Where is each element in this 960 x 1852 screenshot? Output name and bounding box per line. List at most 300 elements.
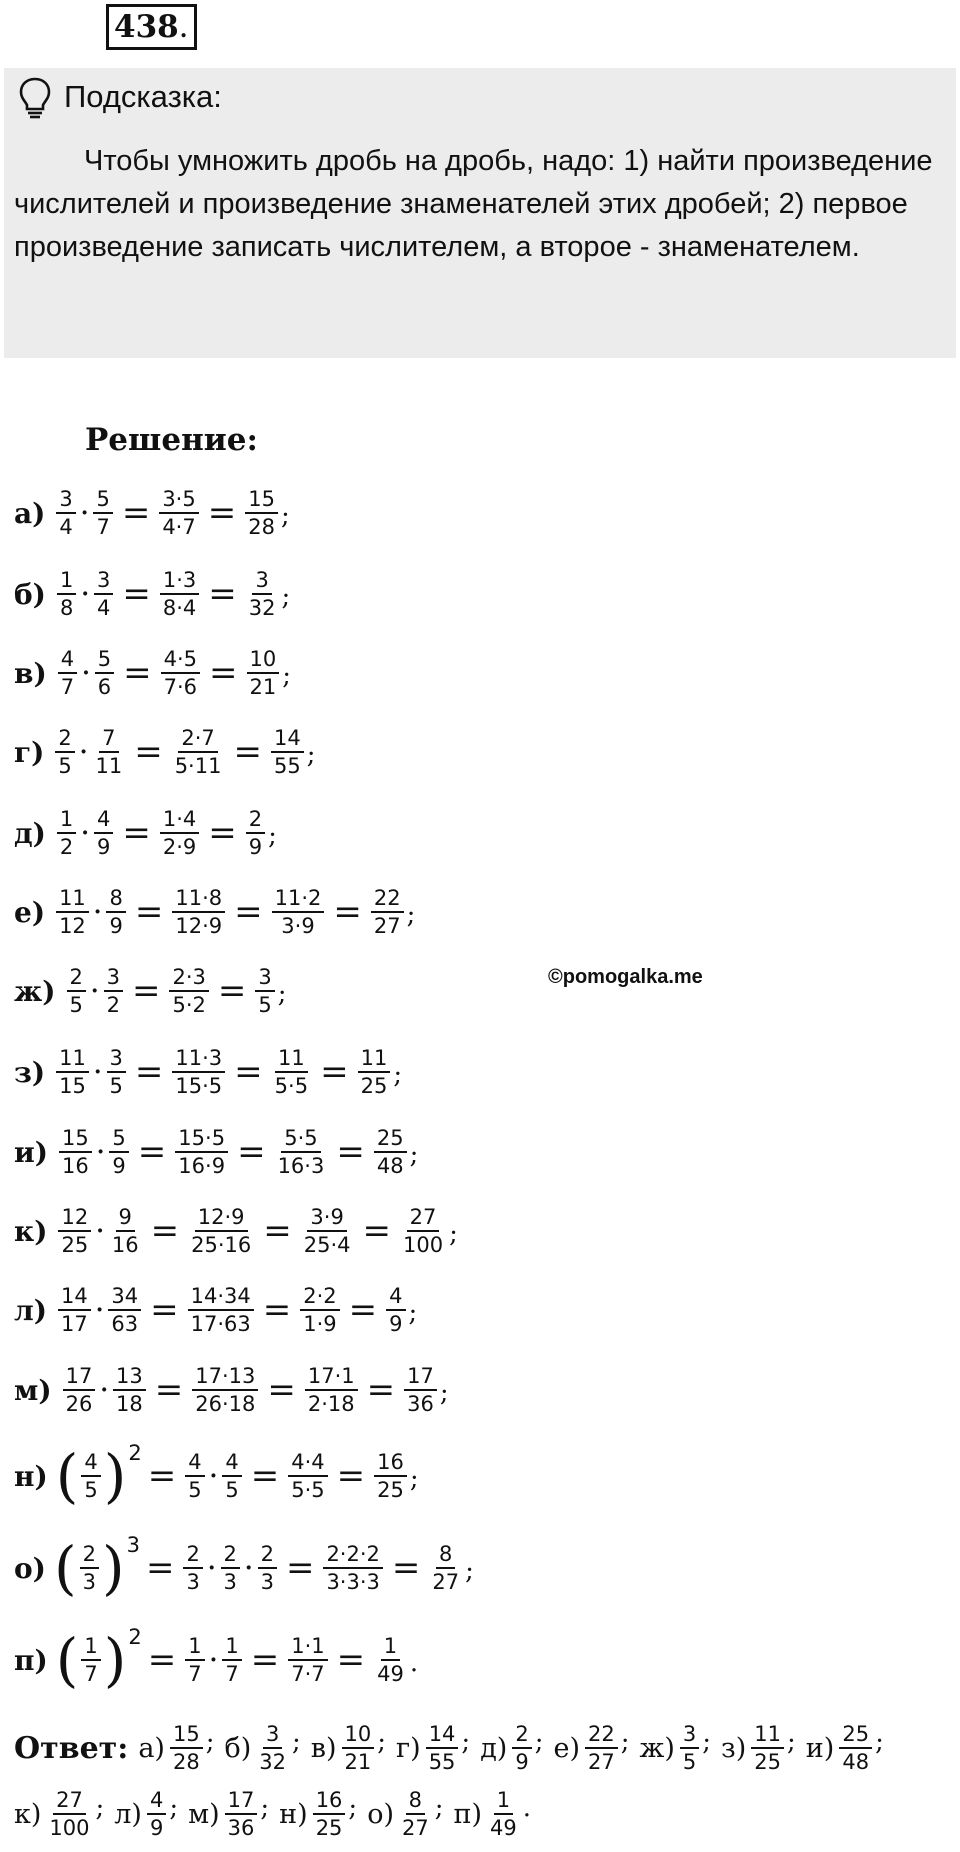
fraction (221, 1541, 240, 1595)
fraction (245, 486, 278, 540)
fraction (404, 1363, 437, 1417)
fraction-numerator: 1·4 (160, 806, 199, 834)
fraction-numerator: 4·5 (161, 646, 200, 674)
fraction-denominator: 2 (106, 993, 120, 1017)
fraction (170, 1721, 203, 1775)
fraction (169, 964, 208, 1018)
fraction-numerator: 5 (93, 486, 112, 514)
problem-number-value: 438 (114, 9, 179, 45)
equals-sign: = (262, 1290, 292, 1330)
row-terminator: ; (409, 1140, 419, 1170)
fraction (680, 1721, 699, 1775)
equals-sign: = (122, 813, 151, 853)
answer-item (480, 1721, 543, 1775)
multiply-dot: · (95, 1297, 104, 1323)
row-terminator: ; (465, 1556, 474, 1586)
fraction-numerator: 4 (147, 1787, 166, 1815)
fraction (301, 1204, 354, 1258)
fraction-numerator: 4·4 (288, 1449, 327, 1477)
fraction-numerator: 15 (170, 1721, 203, 1749)
fraction (106, 885, 125, 939)
answer-item (114, 1787, 178, 1841)
row-terminator: ; (393, 1060, 403, 1090)
multiply-dot: · (93, 1059, 102, 1085)
equals-sign: = (154, 1370, 184, 1410)
fraction (323, 1541, 382, 1595)
equals-sign: = (121, 493, 151, 533)
row-terminator: ; (439, 1378, 449, 1408)
row-label: е) (14, 895, 46, 929)
row-label: п) (14, 1643, 48, 1677)
fraction (487, 1787, 520, 1841)
fraction-numerator: 22 (371, 885, 404, 913)
fraction-denominator: 7 (225, 1662, 239, 1686)
left-paren: ( (55, 1442, 79, 1510)
fraction (159, 486, 198, 540)
fraction-denominator: 3·3·3 (326, 1570, 380, 1594)
fraction-denominator: 26·18 (195, 1392, 256, 1416)
fraction-numerator: 2·2 (300, 1283, 339, 1311)
fraction-numerator: 2 (183, 1541, 202, 1569)
fraction-numerator: 1 (494, 1787, 513, 1815)
fraction (56, 486, 75, 540)
fraction-denominator: 18 (115, 1392, 143, 1416)
fraction (222, 1633, 241, 1687)
multiply-dot: · (81, 820, 89, 846)
row-terminator: . (409, 1648, 419, 1678)
fraction-numerator: 5 (109, 1125, 128, 1153)
fraction-denominator: 16·9 (178, 1154, 226, 1178)
fraction-denominator: 4·7 (162, 515, 196, 539)
fraction-denominator: 3 (260, 1570, 274, 1594)
answer-item-separator: ; (95, 1793, 105, 1823)
fraction-numerator: 1 (81, 1633, 100, 1661)
fraction-numerator: 11·3 (172, 1045, 225, 1073)
fraction-denominator: 9 (389, 1312, 403, 1336)
fraction-numerator: 2·7 (178, 725, 217, 753)
fraction-denominator: 3 (82, 1570, 96, 1594)
fraction (58, 1204, 91, 1258)
solution-row (14, 1191, 458, 1271)
fraction-numerator: 3 (263, 1721, 282, 1749)
fraction-denominator: 5 (69, 993, 83, 1017)
row-terminator: ; (306, 740, 316, 770)
answer-item-label: д) (480, 1732, 508, 1764)
fraction-numerator: 2 (512, 1721, 531, 1749)
fraction (185, 1633, 204, 1687)
fraction-numerator: 1 (381, 1633, 400, 1661)
solution-row (14, 712, 315, 792)
equals-sign: = (208, 574, 237, 614)
fraction (429, 1541, 462, 1595)
fraction (94, 567, 113, 621)
fraction-numerator: 11 (751, 1721, 784, 1749)
multiply-dot: · (207, 1555, 216, 1581)
fraction-numerator: 11 (56, 1045, 89, 1073)
solution-row (14, 1112, 418, 1192)
fraction-denominator: 16·3 (277, 1154, 325, 1178)
fraction-denominator: 32 (248, 596, 276, 620)
fraction-numerator: 3·5 (159, 486, 198, 514)
hint-title: Подсказка: (64, 79, 222, 114)
fraction-numerator: 2 (258, 1541, 277, 1569)
fraction-denominator: 15·5 (175, 1074, 223, 1098)
answer-item-label: г) (396, 1732, 421, 1764)
answer-item (138, 1721, 214, 1775)
row-label: к) (14, 1214, 48, 1248)
fraction (512, 1721, 531, 1775)
right-paren: ) (103, 1442, 127, 1510)
fraction (81, 1449, 100, 1503)
fraction-denominator: 2·18 (307, 1392, 355, 1416)
fraction-numerator: 2 (55, 725, 74, 753)
fraction-denominator: 7 (188, 1662, 202, 1686)
fraction-numerator: 4 (386, 1283, 405, 1311)
fraction-numerator: 11 (56, 885, 89, 913)
fraction-numerator: 25 (839, 1721, 872, 1749)
answer-item-separator: ; (875, 1727, 884, 1757)
answer-item-label: л) (114, 1798, 142, 1830)
fraction-numerator: 25 (374, 1125, 407, 1153)
answer-item-separator: ; (434, 1793, 444, 1823)
fraction-denominator: 5 (84, 1478, 98, 1502)
fraction-denominator: 2 (59, 835, 74, 859)
answer-item-label: п) (453, 1798, 483, 1830)
fraction (246, 567, 279, 621)
row-label: а) (14, 496, 46, 530)
row-label: л) (14, 1293, 47, 1327)
fraction-denominator: 12 (59, 914, 86, 938)
multiply-dot: · (209, 1647, 218, 1673)
equals-sign: = (362, 1211, 391, 1251)
fraction (300, 1283, 339, 1337)
right-paren: ) (101, 1534, 125, 1602)
hint-box (4, 68, 956, 358)
fraction-denominator: 5·2 (172, 993, 206, 1017)
fraction-numerator: 11·8 (172, 885, 225, 913)
fraction-denominator: 27 (373, 914, 401, 938)
equals-sign: = (145, 1548, 175, 1588)
fraction-numerator: 17 (225, 1787, 258, 1815)
equals-sign: = (234, 892, 263, 932)
multiply-dot: · (82, 660, 90, 686)
fraction-numerator: 12 (58, 1204, 91, 1232)
multiply-dot: · (100, 1377, 108, 1403)
row-terminator: ; (406, 900, 416, 930)
fraction (46, 1787, 92, 1841)
fraction-numerator: 4 (94, 806, 113, 834)
problem-number (106, 4, 197, 50)
exponent: 3 (126, 1533, 140, 1557)
fraction (399, 1787, 432, 1841)
equals-sign: = (150, 1290, 179, 1330)
equals-sign: = (207, 493, 237, 533)
fraction (108, 1283, 141, 1337)
fraction (56, 885, 89, 939)
fraction-denominator: 9 (112, 1154, 126, 1178)
equals-sign: = (336, 1132, 365, 1172)
fraction (374, 1633, 407, 1687)
solution-row (14, 1350, 449, 1430)
row-terminator: ; (449, 1219, 458, 1249)
multiply-dot: · (80, 500, 89, 526)
answer-line (14, 1710, 894, 1786)
fraction (271, 725, 304, 779)
fraction-numerator: 8 (406, 1787, 425, 1815)
fraction (246, 806, 265, 860)
multiply-dot: · (81, 581, 89, 607)
fraction (272, 885, 325, 939)
row-terminator: ; (280, 501, 290, 531)
solution-row (14, 793, 277, 873)
fraction-numerator: 4 (185, 1449, 204, 1477)
solution-row (14, 633, 291, 713)
fraction-denominator: 7·7 (291, 1662, 325, 1686)
fraction (59, 1125, 92, 1179)
fraction (192, 1363, 258, 1417)
answer-item-separator: . (522, 1793, 532, 1823)
fraction-denominator: 26 (65, 1392, 93, 1416)
equals-sign: = (122, 574, 151, 614)
row-label: м) (14, 1373, 52, 1407)
equals-sign: = (263, 1211, 292, 1251)
fraction-numerator: 9 (116, 1204, 135, 1232)
solution-row (14, 1620, 418, 1700)
row-terminator: ; (409, 1464, 419, 1494)
fraction-numerator: 22 (585, 1721, 618, 1749)
fraction-denominator: 28 (248, 515, 275, 539)
fraction (185, 1449, 204, 1503)
answer-item (224, 1721, 300, 1775)
answer-item-label: б) (224, 1732, 252, 1764)
fraction-denominator: 25·16 (191, 1233, 252, 1257)
fraction-numerator: 17 (404, 1363, 437, 1391)
fraction-denominator: 5 (109, 1074, 123, 1098)
answer-item-label: а) (138, 1732, 165, 1764)
equals-sign: = (137, 1132, 167, 1172)
left-paren: ( (53, 1534, 77, 1602)
fraction-denominator: 5·5 (291, 1478, 325, 1502)
fraction-denominator: 9 (96, 835, 111, 859)
fraction (95, 646, 114, 700)
fraction (160, 806, 199, 860)
fraction (113, 1363, 146, 1417)
fraction (374, 1449, 407, 1503)
equals-sign: = (131, 971, 161, 1011)
fraction-denominator: 27 (432, 1570, 460, 1594)
fraction (80, 1541, 99, 1595)
fraction (255, 964, 274, 1018)
fraction (342, 1721, 375, 1775)
fraction (247, 646, 280, 700)
fraction-numerator: 14·34 (188, 1283, 254, 1311)
row-label: з) (14, 1055, 46, 1089)
fraction-denominator: 3 (223, 1570, 237, 1594)
row-label: б) (14, 577, 46, 611)
fraction (188, 1204, 254, 1258)
solution-row (14, 872, 415, 952)
multiply-dot: · (96, 1218, 104, 1244)
power-of-fraction (55, 1441, 142, 1510)
fraction-denominator: 17·63 (190, 1312, 251, 1336)
fraction-numerator: 34 (108, 1283, 141, 1311)
fraction-numerator: 8 (436, 1541, 455, 1569)
fraction-numerator: 4 (58, 646, 77, 674)
equals-sign: = (208, 813, 237, 853)
row-label: в) (14, 656, 47, 690)
answer-item (14, 1787, 104, 1841)
fraction-denominator: 9 (149, 1816, 164, 1840)
multiply-dot: · (79, 739, 88, 765)
fraction-numerator: 1 (57, 567, 76, 595)
exponent: 2 (128, 1625, 142, 1649)
fraction (400, 1204, 446, 1258)
fraction-denominator: 8·4 (162, 596, 197, 620)
fraction-numerator: 4 (222, 1449, 241, 1477)
row-terminator: ; (282, 661, 292, 691)
fraction-numerator: 2·3 (169, 964, 208, 992)
equals-sign: = (147, 1640, 177, 1680)
equals-sign: = (134, 892, 164, 932)
fraction-numerator: 4 (81, 1449, 100, 1477)
fraction-numerator: 14 (271, 725, 304, 753)
fraction-numerator: 15 (245, 486, 278, 514)
fraction (258, 1541, 277, 1595)
fraction-denominator: 21 (344, 1750, 372, 1774)
answer-item-separator: ; (348, 1793, 358, 1823)
fraction-denominator: 48 (842, 1750, 870, 1774)
fraction (272, 1045, 311, 1099)
fraction-denominator: 25 (754, 1750, 782, 1774)
fraction-numerator: 5·5 (281, 1125, 320, 1153)
fraction-numerator: 1 (57, 806, 76, 834)
answer-item (806, 1721, 884, 1775)
watermark: ©pomogalka.me (548, 966, 703, 988)
fraction (358, 1045, 391, 1099)
answer-item (453, 1787, 531, 1841)
answer-item-label: о) (367, 1798, 394, 1830)
fraction-denominator: 5 (188, 1478, 202, 1502)
fraction-numerator: 11 (358, 1045, 391, 1073)
fraction (585, 1721, 618, 1775)
answer-item-label: з) (721, 1732, 747, 1764)
row-terminator: ; (281, 582, 291, 612)
fraction (371, 885, 404, 939)
equals-sign: = (134, 1052, 164, 1092)
lightbulb-icon (18, 76, 52, 120)
fraction-numerator: 3 (104, 964, 123, 992)
fraction-numerator: 27 (53, 1787, 86, 1815)
fraction-numerator: 3 (252, 567, 271, 595)
fraction (107, 1045, 126, 1099)
row-label: о) (14, 1551, 46, 1585)
fraction (63, 1363, 96, 1417)
left-paren: ( (55, 1626, 79, 1694)
equals-sign: = (134, 732, 163, 772)
answer-item (640, 1721, 712, 1775)
answer-item-label: н) (279, 1798, 308, 1830)
fraction (109, 1125, 128, 1179)
fraction-denominator: 55 (428, 1750, 456, 1774)
fraction-denominator: 1·9 (303, 1312, 337, 1336)
equals-sign: = (209, 653, 238, 693)
row-label: ж) (14, 974, 56, 1008)
fraction-numerator: 17·1 (305, 1363, 358, 1391)
row-label: и) (14, 1135, 49, 1169)
answer-item-separator: ; (620, 1727, 630, 1757)
fraction (172, 885, 225, 939)
fraction-numerator: 3 (255, 964, 274, 992)
answer-item (396, 1721, 470, 1775)
equals-sign: = (391, 1548, 421, 1588)
solution-row (14, 1032, 402, 1112)
answer-item-label: в) (310, 1732, 337, 1764)
fraction-numerator: 3 (56, 486, 75, 514)
fraction (839, 1721, 872, 1775)
equals-sign: = (336, 1456, 366, 1496)
fraction-numerator: 1·1 (288, 1633, 327, 1661)
right-paren: ) (103, 1626, 127, 1694)
row-label: н) (14, 1459, 48, 1493)
answer-item (311, 1721, 386, 1775)
fraction (58, 1283, 91, 1337)
fraction-numerator: 3·9 (307, 1204, 346, 1232)
solution-row (14, 554, 290, 634)
fraction-numerator: 1 (185, 1633, 204, 1661)
fraction-numerator: 13 (113, 1363, 146, 1391)
fraction (751, 1721, 784, 1775)
fraction-denominator: 4 (59, 515, 73, 539)
fraction-denominator: 6 (97, 675, 112, 699)
fraction (374, 1125, 407, 1179)
equals-sign: = (123, 653, 152, 693)
answer-item (554, 1721, 630, 1775)
answer-item-label: к) (14, 1798, 42, 1830)
fraction-numerator: 3 (680, 1721, 699, 1749)
fraction-numerator: 10 (342, 1721, 375, 1749)
fraction-numerator: 16 (374, 1449, 407, 1477)
answer-item (367, 1787, 443, 1841)
fraction-denominator: 9 (515, 1750, 529, 1774)
fraction-numerator: 5 (95, 646, 114, 674)
fraction-denominator: 7 (60, 675, 75, 699)
fraction-denominator: 5 (258, 993, 272, 1017)
problem-number-dot: . (179, 17, 188, 43)
fraction-denominator: 4 (96, 596, 111, 620)
fraction-denominator: 5 (58, 754, 72, 778)
fraction-denominator: 8 (59, 596, 74, 620)
answer-item (721, 1721, 796, 1775)
equals-sign: = (234, 1052, 263, 1092)
fraction-denominator: 5·11 (174, 754, 222, 778)
fraction-denominator: 25 (61, 1233, 89, 1257)
fraction (225, 1787, 258, 1841)
row-label: г) (14, 735, 45, 769)
answer-line (14, 1776, 541, 1852)
equals-sign: = (366, 1370, 396, 1410)
fraction-denominator: 3·9 (281, 914, 315, 938)
fraction-denominator: 7·6 (163, 675, 198, 699)
answer-item-label: ж) (639, 1732, 675, 1764)
answer-item-separator: ; (787, 1727, 796, 1757)
fraction-denominator: 49 (490, 1816, 517, 1840)
fraction-numerator: 17 (63, 1363, 96, 1391)
answer-item-separator: ; (169, 1793, 179, 1823)
fraction (222, 1449, 241, 1503)
fraction-denominator: 27 (588, 1750, 615, 1774)
fraction (104, 964, 123, 1018)
answer-item-separator: ; (292, 1727, 301, 1757)
